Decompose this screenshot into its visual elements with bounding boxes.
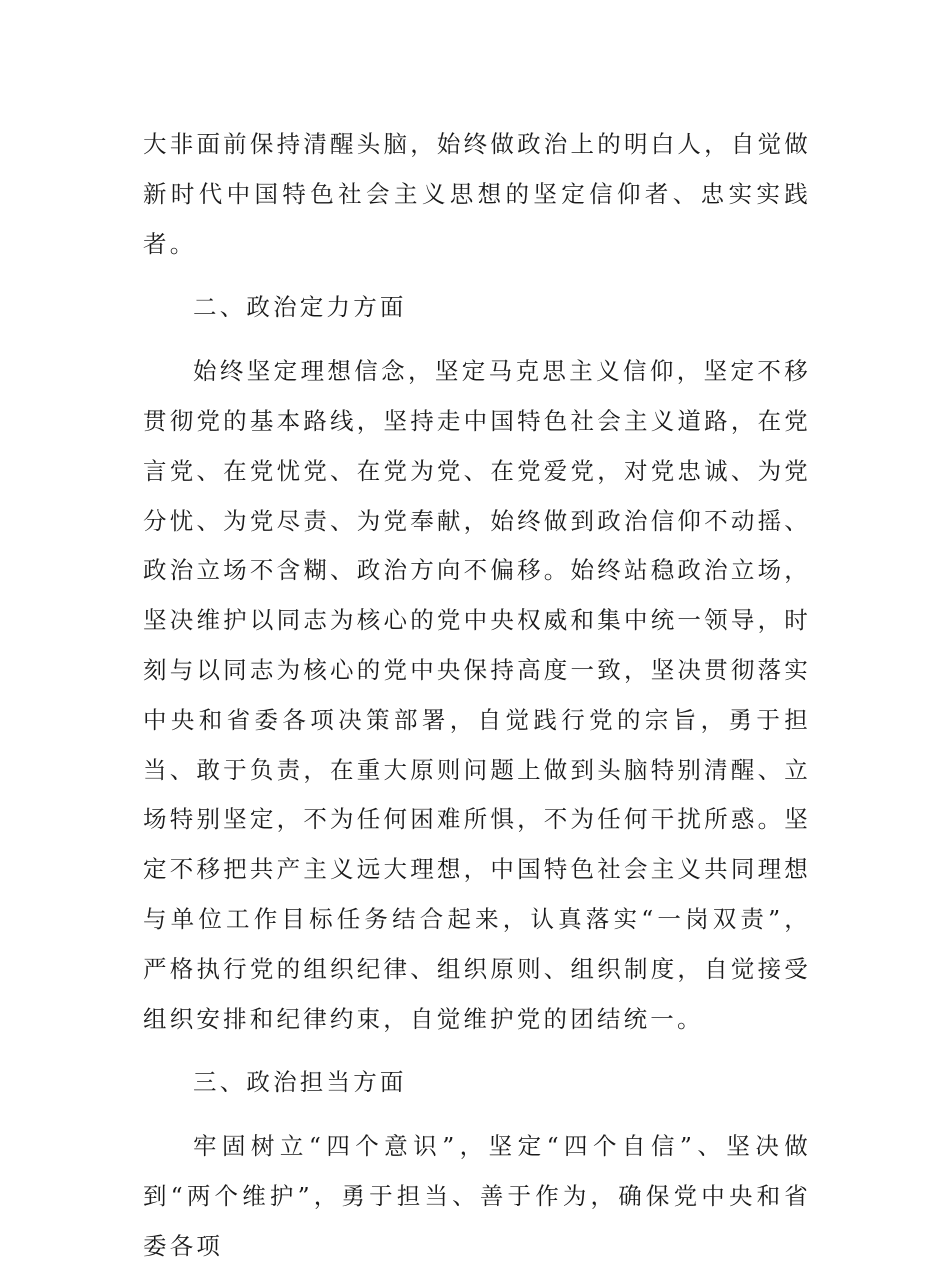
paragraph-political-determination: 始终坚定理想信念，坚定马克思主义信仰，坚定不移贯彻党的基本路线，坚持走中国特色社会主义道路，在党言党、在党忧党、在党为党、在党爱党，对党忠诚、为党分忧、为党尽责、为党奉献，始终做到政治信仰不动摇、政治立场不含糊、政治方向不偏移。始终站稳政治立场，坚决维护以同志为核心的党中央权威和集中统一领导，时刻与以同志为核心的党中央保持高度一致，坚决贯彻落实中央和省委各项决策部署，自觉践行党的宗旨，勇于担当、敢于负责，在重大原则问题上做到头脑特别清醒、立场特别坚定，不为任何困难所惧，不为任何干扰所惑。坚定不移把共产主义远大理想，中国特色社会主义共同理想与单位工作目标任务结合起来，认真落实“一岗双责”，严格执行党的组织纪律、组织原则、组织制度，自觉接受组织安排和纪律约束，自觉维护党的团结统一。 — [143, 357, 811, 1033]
section-heading-political-determination: 二、政治定力方面 — [193, 293, 407, 322]
document-body — [143, 120, 811, 1272]
section-heading-political-responsibility: 三、政治担当方面 — [193, 1068, 407, 1097]
paragraph-continuation: 大非面前保持清醒头脑，始终做政治上的明白人，自觉做新时代中国特色社会主义思想的坚定信仰者、忠实实践者。 — [143, 130, 811, 258]
paragraph-political-responsibility: 牢固树立“四个意识”，坚定“四个自信”、坚决做到“两个维护”，勇于担当、善于作为，确保党中央和省委各项 — [143, 1132, 811, 1260]
